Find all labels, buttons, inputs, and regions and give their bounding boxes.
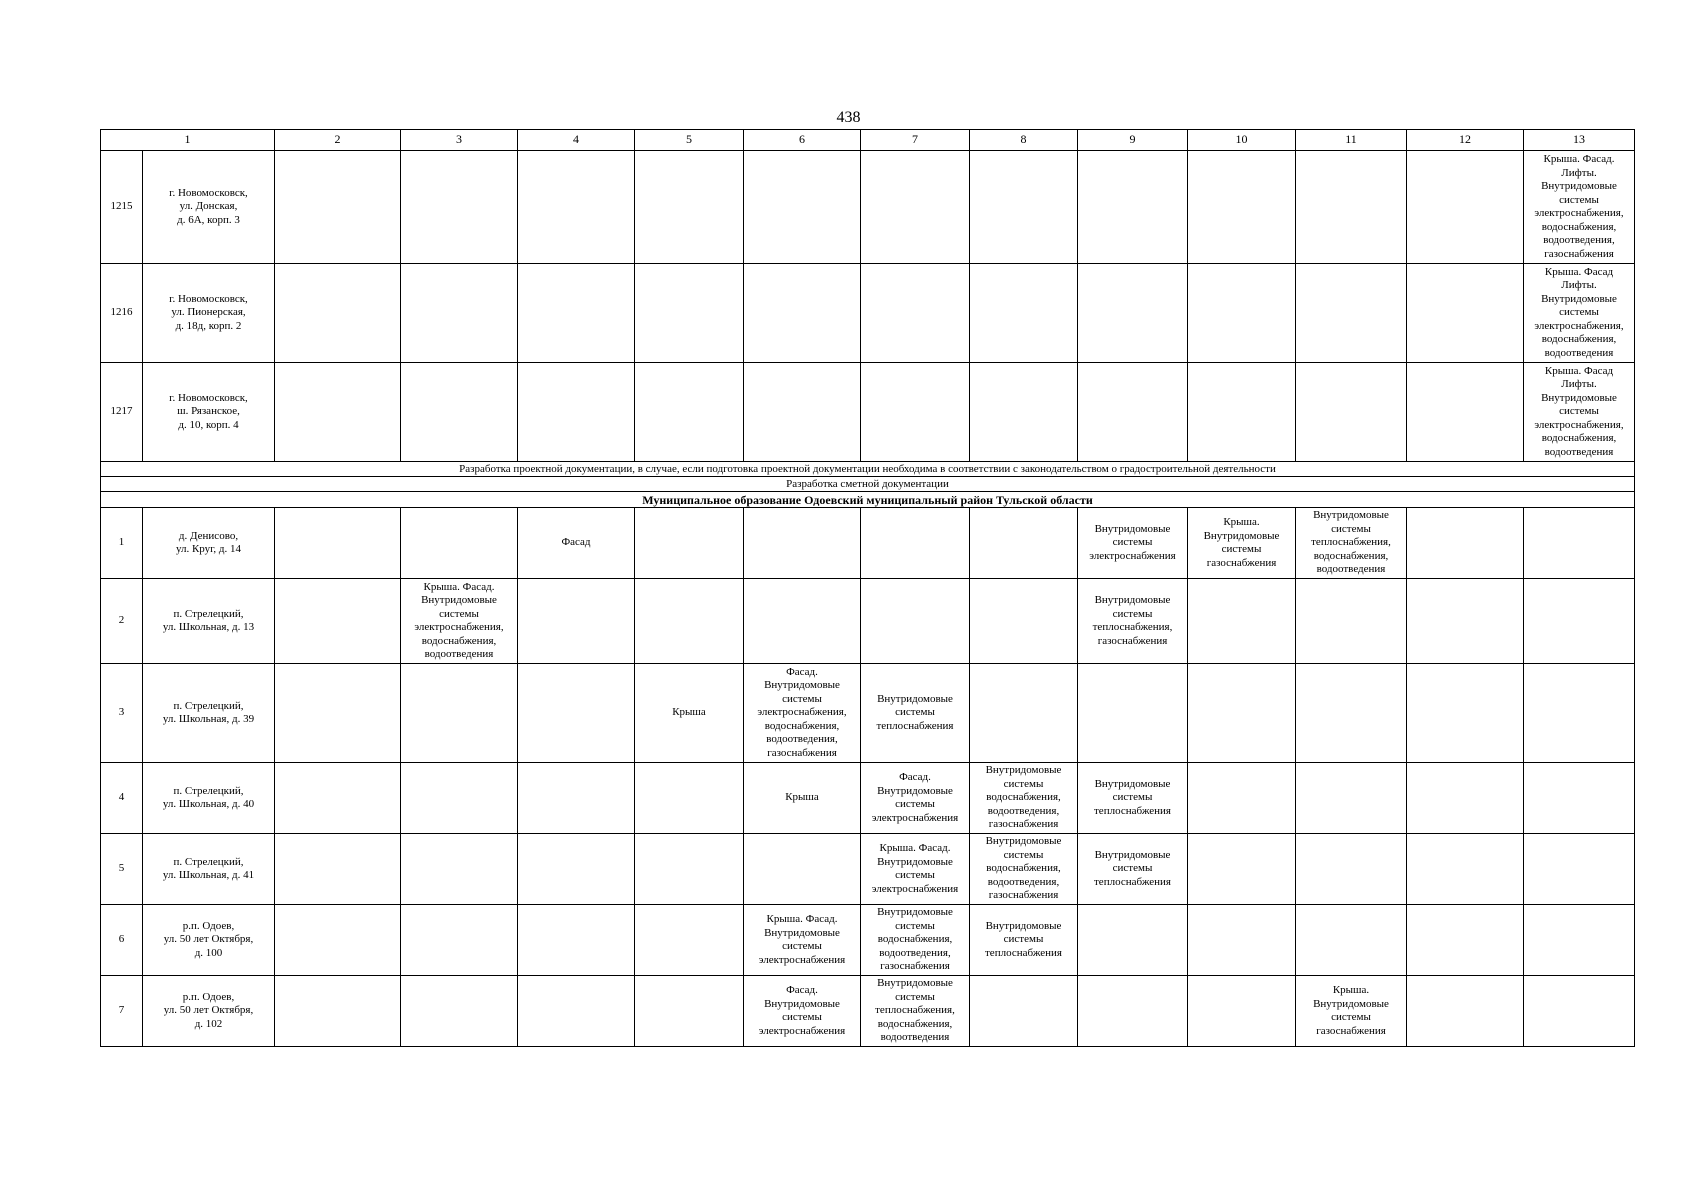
table-cell	[861, 264, 970, 363]
work-type-cell: Внутридомовые системы электроснабжения	[1078, 508, 1188, 579]
work-type-cell	[635, 763, 744, 834]
work-type-cell: Фасад. Внутридомовые системы электроснабжения	[744, 976, 861, 1047]
work-type-cell: Внутридомовые системы водоснабжения, водоотведения, газоснабжения	[861, 905, 970, 976]
row-number: 6	[101, 905, 143, 976]
table-cell	[635, 363, 744, 462]
table-cell	[970, 151, 1078, 264]
table-cell	[1188, 363, 1296, 462]
work-type-cell	[970, 508, 1078, 579]
work-type-cell	[1407, 976, 1524, 1047]
work-type-cell	[275, 834, 401, 905]
table-cell	[744, 363, 861, 462]
work-type-cell	[1407, 905, 1524, 976]
work-type-cell	[1524, 905, 1635, 976]
table-cell	[744, 151, 861, 264]
project-docs-note: Разработка проектной документации, в случае, если подготовка проектной документации необходима в соответствии с законодательством о градостроительной деятельности	[101, 462, 1635, 477]
work-type-cell	[635, 834, 744, 905]
work-type-cell: Внутридомовые системы теплоснабжения	[970, 905, 1078, 976]
address-cell: р.п. Одоев, ул. 50 лет Октября, д. 102	[143, 976, 275, 1047]
table-cell	[1407, 363, 1524, 462]
work-type-cell	[1296, 664, 1407, 763]
work-type-cell: Крыша. Фасад Лифты. Внутридомовые системы электроснабжения, водоснабжения, водоотведения	[1524, 264, 1635, 363]
table-cell	[1078, 151, 1188, 264]
work-type-cell	[518, 763, 635, 834]
address-cell: р.п. Одоев, ул. 50 лет Октября, д. 100	[143, 905, 275, 976]
work-type-cell	[635, 976, 744, 1047]
work-type-cell	[1524, 976, 1635, 1047]
work-type-cell: Фасад	[518, 508, 635, 579]
work-type-cell: Крыша. Фасад. Лифты. Внутридомовые системы электроснабжения, водоснабжения, водоотведения, газоснабжения	[1524, 151, 1635, 264]
work-type-cell	[1524, 763, 1635, 834]
column-header: 3	[401, 130, 518, 151]
work-type-cell: Внутридомовые системы теплоснабжения, водоснабжения, водоотведения	[1296, 508, 1407, 579]
row-number: 2	[101, 579, 143, 664]
column-header: 9	[1078, 130, 1188, 151]
work-type-cell	[401, 508, 518, 579]
work-type-cell	[861, 508, 970, 579]
work-type-cell	[970, 976, 1078, 1047]
table-cell	[1078, 264, 1188, 363]
column-header: 10	[1188, 130, 1296, 151]
work-type-cell	[518, 834, 635, 905]
estimate-docs-note: Разработка сметной документации	[101, 477, 1635, 492]
work-type-cell: Крыша. Фасад. Внутридомовые системы электроснабжения, водоснабжения, водоотведения	[401, 579, 518, 664]
work-type-cell	[401, 763, 518, 834]
row-number: 1	[101, 508, 143, 579]
table-cell	[1296, 363, 1407, 462]
work-type-cell: Внутридомовые системы теплоснабжения	[1078, 763, 1188, 834]
work-type-cell	[1524, 834, 1635, 905]
work-type-cell	[518, 976, 635, 1047]
work-type-cell: Крыша	[744, 763, 861, 834]
section-row	[101, 492, 1635, 508]
address-cell: п. Стрелецкий, ул. Школьная, д. 39	[143, 664, 275, 763]
work-type-cell	[744, 834, 861, 905]
address-cell: п. Стрелецкий, ул. Школьная, д. 41	[143, 834, 275, 905]
column-header: 6	[744, 130, 861, 151]
work-type-cell: Внутридомовые системы теплоснабжения	[1078, 834, 1188, 905]
work-type-cell	[1524, 579, 1635, 664]
column-header: 13	[1524, 130, 1635, 151]
section-title: Муниципальное образование Одоевский муниципальный район Тульской области	[101, 492, 1635, 508]
work-type-cell	[1524, 508, 1635, 579]
work-type-cell	[1188, 579, 1296, 664]
table-cell	[1188, 151, 1296, 264]
work-type-cell: Фасад. Внутридомовые системы электроснабжения	[861, 763, 970, 834]
work-type-cell	[518, 905, 635, 976]
work-type-cell	[1407, 664, 1524, 763]
table-cell	[401, 264, 518, 363]
column-header: 11	[1296, 130, 1407, 151]
address-cell: д. Денисово, ул. Круг, д. 14	[143, 508, 275, 579]
work-type-cell	[970, 664, 1078, 763]
work-type-cell	[1296, 763, 1407, 834]
row-number: 1217	[101, 363, 143, 462]
row-number: 1215	[101, 151, 143, 264]
work-type-cell	[1407, 834, 1524, 905]
work-type-cell	[275, 905, 401, 976]
table-cell	[1078, 363, 1188, 462]
work-type-cell	[275, 763, 401, 834]
work-type-cell	[275, 664, 401, 763]
work-type-cell	[744, 579, 861, 664]
table-cell	[275, 264, 401, 363]
table-row	[101, 763, 1635, 834]
table-cell	[1296, 151, 1407, 264]
table-row	[101, 264, 1635, 363]
table-cell	[275, 363, 401, 462]
work-type-cell	[1188, 905, 1296, 976]
address-cell: п. Стрелецкий, ул. Школьная, д. 40	[143, 763, 275, 834]
table-cell	[635, 151, 744, 264]
work-type-cell	[861, 579, 970, 664]
table-cell	[1296, 264, 1407, 363]
column-header: 1	[101, 130, 275, 151]
table-cell	[1407, 151, 1524, 264]
column-header: 2	[275, 130, 401, 151]
work-type-cell	[1078, 905, 1188, 976]
work-type-cell	[1296, 579, 1407, 664]
table-cell	[1407, 264, 1524, 363]
table-row	[101, 905, 1635, 976]
work-type-cell	[744, 508, 861, 579]
row-number: 4	[101, 763, 143, 834]
work-type-cell	[1296, 834, 1407, 905]
table-cell	[518, 151, 635, 264]
work-type-cell: Крыша. Фасад. Внутридомовые системы электроснабжения	[744, 905, 861, 976]
table-cell	[401, 151, 518, 264]
work-type-cell	[518, 579, 635, 664]
work-type-cell	[1407, 763, 1524, 834]
column-header: 4	[518, 130, 635, 151]
repair-schedule-table	[100, 129, 1635, 1047]
work-type-cell	[1296, 905, 1407, 976]
table-cell	[970, 363, 1078, 462]
row-number: 7	[101, 976, 143, 1047]
work-type-cell: Внутридомовые системы теплоснабжения, газоснабжения	[1078, 579, 1188, 664]
work-type-cell: Крыша	[635, 664, 744, 763]
table-cell	[744, 264, 861, 363]
work-type-cell	[970, 579, 1078, 664]
table-cell	[861, 363, 970, 462]
work-type-cell	[275, 508, 401, 579]
work-type-cell	[635, 508, 744, 579]
address-cell: п. Стрелецкий, ул. Школьная, д. 13	[143, 579, 275, 664]
table-row	[101, 579, 1635, 664]
note-row	[101, 477, 1635, 492]
row-number: 3	[101, 664, 143, 763]
work-type-cell: Крыша. Фасад Лифты. Внутридомовые системы электроснабжения, водоснабжения, водоотведения	[1524, 363, 1635, 462]
work-type-cell: Внутридомовые системы теплоснабжения, водоснабжения, водоотведения	[861, 976, 970, 1047]
column-header: 5	[635, 130, 744, 151]
work-type-cell: Фасад. Внутридомовые системы электроснабжения, водоснабжения, водоотведения, газоснабжения	[744, 664, 861, 763]
address-cell: г. Новомосковск, ул. Донская, д. 6А, корп. 3	[143, 151, 275, 264]
row-number: 1216	[101, 264, 143, 363]
address-cell: г. Новомосковск, ул. Пионерская, д. 18д, корп. 2	[143, 264, 275, 363]
work-type-cell	[1078, 664, 1188, 763]
table-cell	[275, 151, 401, 264]
work-type-cell	[1188, 763, 1296, 834]
work-type-cell: Крыша. Внутридомовые системы газоснабжения	[1188, 508, 1296, 579]
work-type-cell: Внутридомовые системы водоснабжения, водоотведения, газоснабжения	[970, 763, 1078, 834]
work-type-cell	[1524, 664, 1635, 763]
table-cell	[970, 264, 1078, 363]
note-row	[101, 462, 1635, 477]
table-row	[101, 363, 1635, 462]
work-type-cell	[275, 976, 401, 1047]
column-header: 12	[1407, 130, 1524, 151]
table-cell	[635, 264, 744, 363]
table-cell	[1188, 264, 1296, 363]
table-cell	[518, 264, 635, 363]
work-type-cell: Крыша. Внутридомовые системы газоснабжения	[1296, 976, 1407, 1047]
work-type-cell	[635, 579, 744, 664]
address-cell: г. Новомосковск, ш. Рязанское, д. 10, корп. 4	[143, 363, 275, 462]
row-number: 5	[101, 834, 143, 905]
work-type-cell	[401, 664, 518, 763]
work-type-cell	[1078, 976, 1188, 1047]
work-type-cell: Крыша. Фасад. Внутридомовые системы электроснабжения	[861, 834, 970, 905]
table-row	[101, 151, 1635, 264]
work-type-cell	[635, 905, 744, 976]
work-type-cell	[518, 664, 635, 763]
work-type-cell	[1188, 976, 1296, 1047]
table-cell	[518, 363, 635, 462]
work-type-cell	[401, 905, 518, 976]
table-row	[101, 664, 1635, 763]
work-type-cell	[1188, 664, 1296, 763]
column-header: 7	[861, 130, 970, 151]
table-cell	[401, 363, 518, 462]
column-header: 8	[970, 130, 1078, 151]
table-row	[101, 508, 1635, 579]
work-type-cell	[401, 976, 518, 1047]
table-row	[101, 834, 1635, 905]
work-type-cell: Внутридомовые системы теплоснабжения	[861, 664, 970, 763]
work-type-cell: Внутридомовые системы водоснабжения, водоотведения, газоснабжения	[970, 834, 1078, 905]
work-type-cell	[1188, 834, 1296, 905]
work-type-cell	[401, 834, 518, 905]
work-type-cell	[1407, 508, 1524, 579]
table-cell	[861, 151, 970, 264]
column-number-row	[101, 130, 1635, 151]
table-row	[101, 976, 1635, 1047]
work-type-cell	[275, 579, 401, 664]
page-number: 438	[836, 109, 861, 126]
work-type-cell	[1407, 579, 1524, 664]
